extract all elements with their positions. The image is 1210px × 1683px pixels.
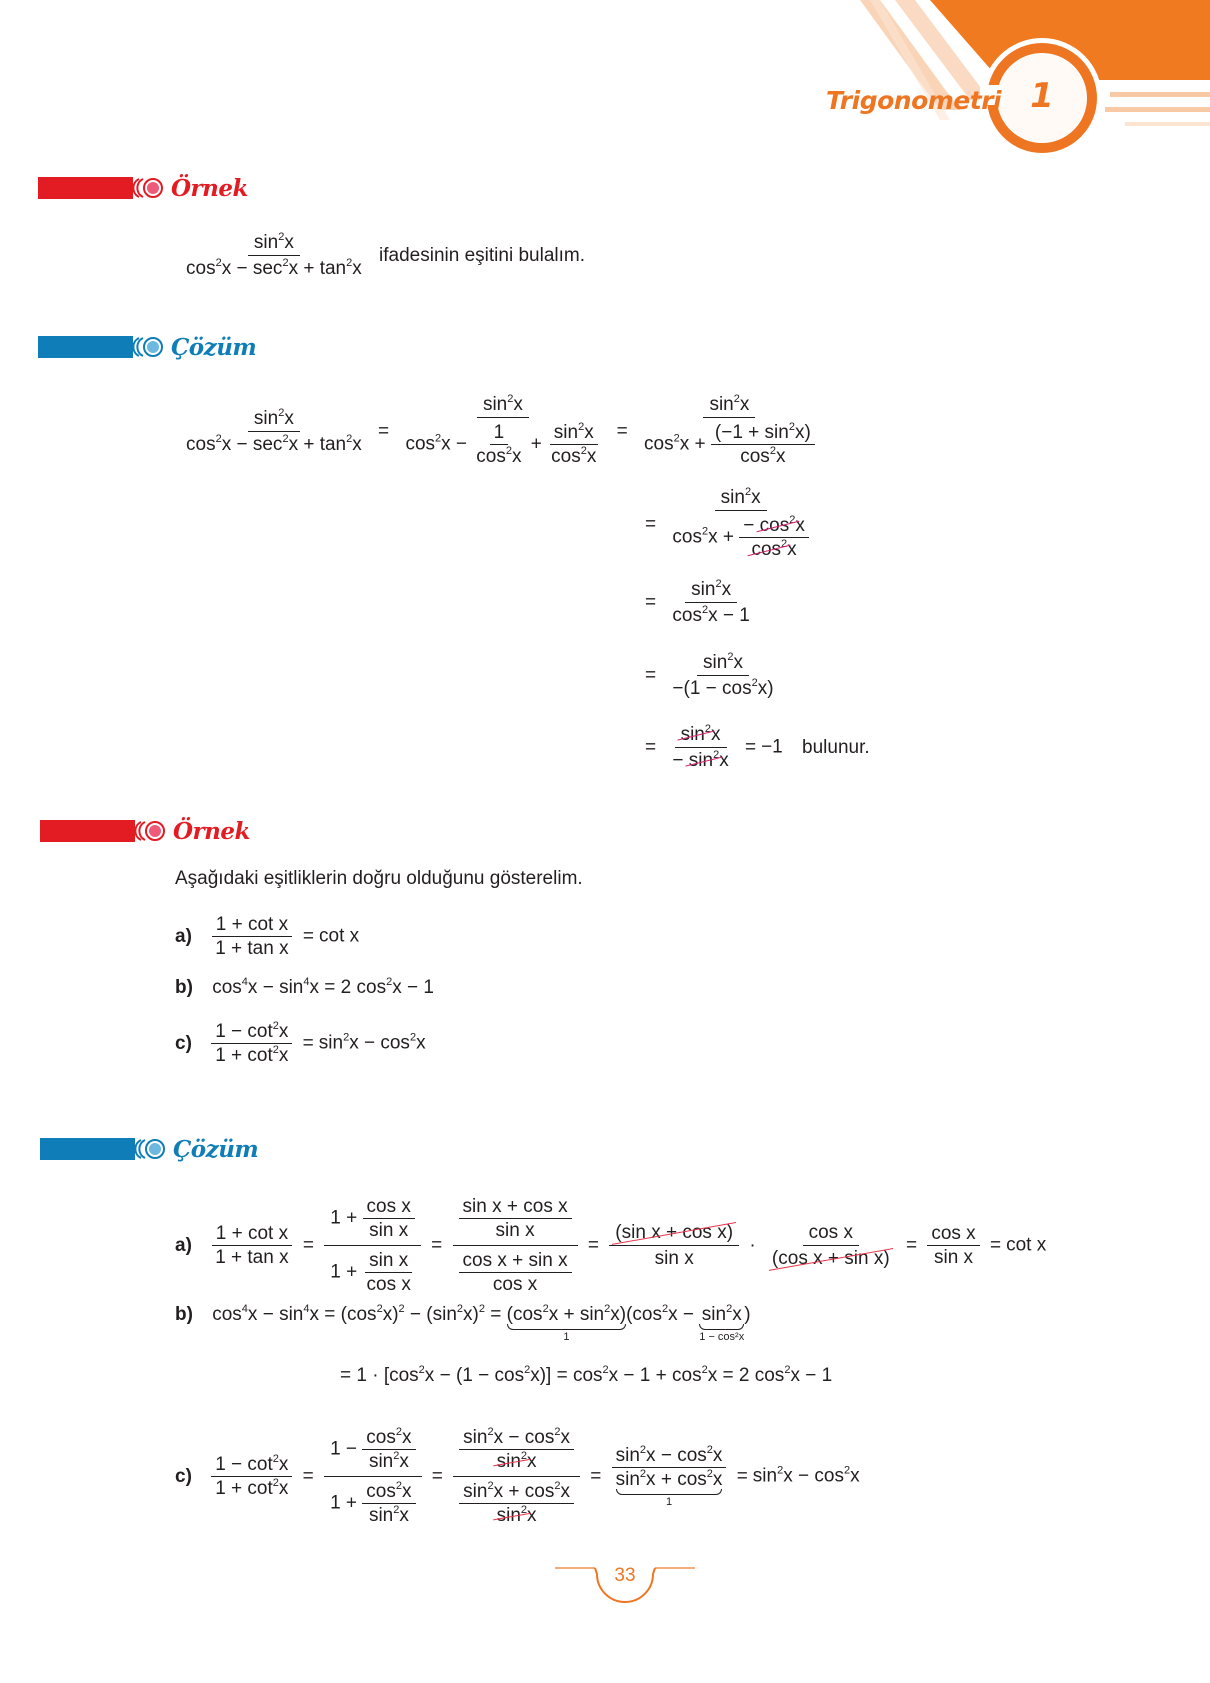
solution2-b-line1: b) $\cos^4x - \sin^4x = (\cos^2x)^2 - (\sin^2x)^2$ = $(\cos^2x + \sin^2x)$ 1 ($\cos^2x$ − $\sin^2x$ 1 − cos²x ) xyxy=(175,1303,751,1343)
target-icon xyxy=(133,336,165,358)
solution2-a: a) $\frac{\text{1 + cot x}}{\text{1 + tan x}}$ = 1 + $\frac{\text{cos x}}{\text{sin x}}$ 1 + $\frac{\text{sin x}}{\text{cos x}}$ = $\frac{\frac{\text{sin x + cos x}}{\text{sin x}}}{\frac{\text{cos x + sin x}}{\text{cos x}}}$ = $\frac{\text{(sin x + cos x)}}{\text{sin x}}$ · $\frac{\text{cos x}}{\text{(cos x + sin x)}}$ = $\frac{\text{cos x}}{\text{sin x}}$ = cot x xyxy=(175,1192,1046,1299)
solution-badge-1 xyxy=(38,333,257,361)
example2-prompt: Aşağıdaki eşitliklerin doğru olduğunu gösterelim. xyxy=(175,868,583,889)
example2-item-c: c) $\frac{1 - \cot^2x}{1 + \cot^2x}$ = $\sin^2x - \cos^2x$ xyxy=(175,1020,426,1066)
solution1-step3: = $\frac{\sin^2x}{\cos^2x - 1}$ xyxy=(645,578,750,626)
solution1-step2: = $\sin^2x$ $\cos^2x$ + $\frac{- \cos^2x}{\cos^2x}$ xyxy=(640,485,815,564)
example-bar xyxy=(40,820,135,842)
page-number: 33 xyxy=(614,1565,636,1586)
example1-prompt: ifadesinin eşitini bulalım. xyxy=(379,244,585,266)
example-label: Örnek xyxy=(173,817,250,845)
solution1-step5: = $\frac{\sin^2x}{- \sin^2x}$ = −1 bulunur. xyxy=(645,723,870,771)
example-badge-2 xyxy=(40,817,250,845)
solution1-conclusion: bulunur. xyxy=(802,736,870,758)
example1-expression: $\frac{\sin^2x}{\cos^2x - \sec^2x + \tan^2x}$ ifadesinin eşitini bulalım. xyxy=(186,231,585,279)
solution-bar xyxy=(40,1138,135,1160)
example2-item-b: b) $\cos^4x - \sin^4x = 2$ $\cos^2x - 1$ xyxy=(175,976,434,998)
solution-label: Çözüm xyxy=(171,333,257,361)
example2-item-a: a) $\frac{\text{1 + cot x}}{\text{1 + tan x}}$ = cot x xyxy=(175,914,360,959)
solution1-step1: $\frac{\sin^2x}{\cos^2x - \sec^2x + \tan^2x}$ = $\sin^2x$ $\cos^2x$ − $\frac{1}{\cos^2x}$ + $\frac{\sin^2x}{\cos^2x}$ = $\sin^2x$ $\cos^2x$ + $\frac{(-1 + \sin^2x)}{\cos^2x}$ xyxy=(180,392,821,471)
example-bar xyxy=(38,177,133,199)
solution2-b-line2: = $1 \cdot [\cos^2x - (1 - \cos^2x)] = \cos^2x - 1 + \cos^2x = 2$ $\cos^2x - 1$ xyxy=(340,1364,833,1386)
chapter-title: Trigonometri xyxy=(826,86,1002,115)
solution-badge-2 xyxy=(40,1135,259,1163)
target-icon xyxy=(135,820,167,842)
example-label: Örnek xyxy=(171,174,248,202)
solution1-step4: = $\frac{\sin^2x}{-(1 - \cos^2x)}$ xyxy=(645,651,774,699)
target-icon xyxy=(133,177,165,199)
chapter-number: 1 xyxy=(1030,76,1054,116)
target-icon xyxy=(135,1138,167,1160)
solution2-c: c) $\frac{1 - \cot^2x}{1 + \cot^2x}$ = 1 − $\frac{\cos^2x}{\sin^2x}$ 1 + $\frac{\cos^2x}{\sin^2x}$ = $\frac{\frac{\sin^2x - \cos^2x}{\sin^2x}}{\frac{\sin^2x + \cos^2x}{\sin^2x}}$ = $\sin^2x - \cos^2x$ $\sin^2x + \cos^2x$ 1 = $\sin^2x - \cos^2x$ xyxy=(175,1423,860,1530)
solution-bar xyxy=(38,336,133,358)
example-badge-1 xyxy=(38,174,248,202)
solution-label: Çözüm xyxy=(173,1135,259,1163)
